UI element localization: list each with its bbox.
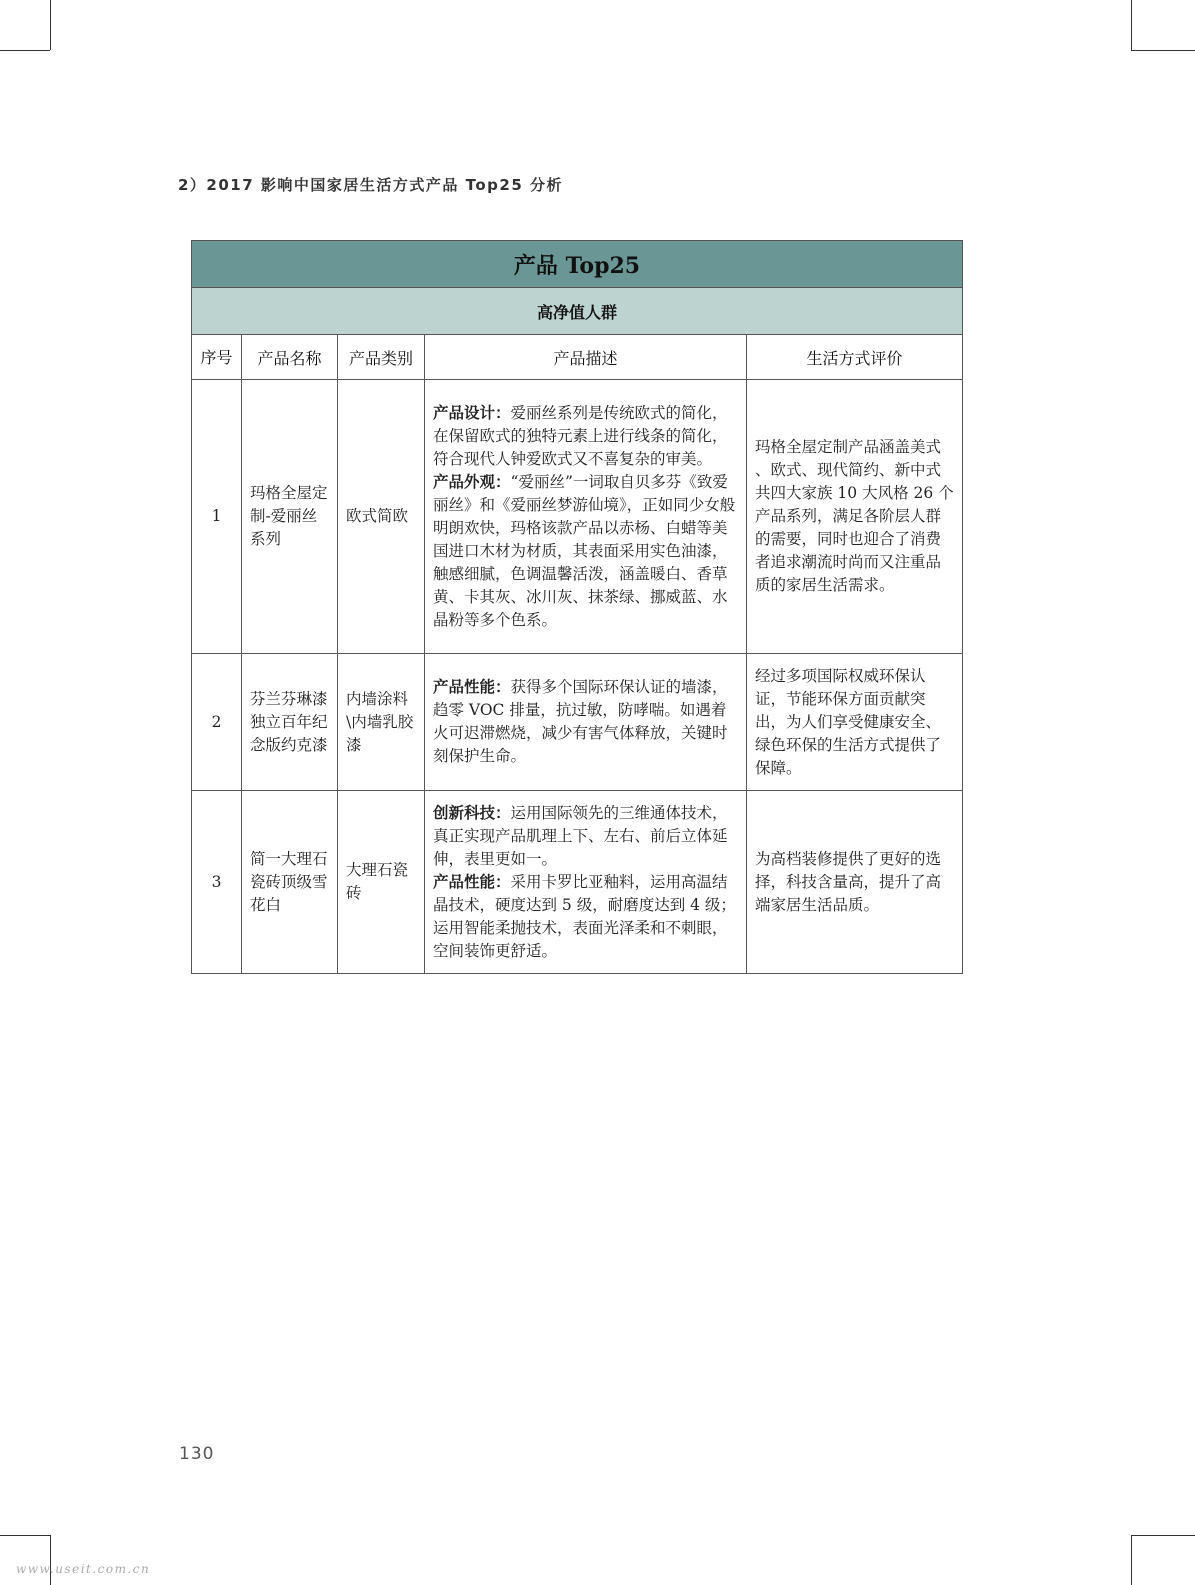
lifestyle-evaluation: 玛格全屋定制产品涵盖美式 、欧式、现代简约、新中式共四大家族 10 大风格 26 个产品系列，满足各阶层人群的需要，同时也迎合了消费者追求潮流时尚而又注重品质的家居生活需求。 <box>747 380 963 654</box>
table-row <box>192 791 963 974</box>
table-row <box>192 380 963 654</box>
description-text: “爱丽丝”一词取自贝多芬《致爱丽丝》和《爱丽丝梦游仙境》，正如同少女般明朗欢快，玛格该款产品以赤杨、白蜡等美国进口木材为材质，其表面采用实色油漆，触感细腻，色调温馨活泼，涵盖暖白、香草黄、卡其灰、冰川灰、抹茶绿、挪威蓝、水晶粉等多个色系。 <box>433 472 736 629</box>
description-text: 获得多个国际环保认证的墙漆，趋零 VOC 排量，抗过敏，防哮喘。如遇着火可迟滞燃烧，减少有害气体释放，关键时刻保护生命。 <box>433 678 728 765</box>
crop-mark-bottom-right-v <box>1131 1535 1132 1585</box>
col-header-no: 序号 <box>192 335 242 380</box>
crop-mark-top-left-h <box>0 50 50 51</box>
crop-mark-top-right-h <box>1131 50 1195 51</box>
crop-mark-bottom-left-h <box>0 1535 50 1536</box>
description-text: 爱丽丝系列是传统欧式的简化，在保留欧式的独特元素上进行线条的简化，符合现代人钟爱欧式又不喜复杂的审美。 <box>433 403 728 468</box>
product-category: 欧式简欧 <box>338 380 425 654</box>
row-number: 2 <box>192 654 242 791</box>
page-number: 130 <box>179 1444 215 1464</box>
product-name: 玛格全屋定制-爱丽丝系列 <box>242 380 338 654</box>
table-title: 产品 Top25 <box>192 241 963 288</box>
product-name: 简一大理石瓷砖顶级雪花白 <box>242 791 338 974</box>
product-category: 内墙涂料\内墙乳胶漆 <box>338 654 425 791</box>
table-subtitle: 高净值人群 <box>192 288 963 335</box>
watermark: www.useit.com.cn <box>16 1562 151 1576</box>
crop-mark-bottom-right-h <box>1131 1535 1195 1536</box>
description-label: 产品外观： <box>433 472 511 491</box>
product-description <box>425 791 747 974</box>
product-category: 大理石瓷砖 <box>338 791 425 974</box>
col-header-name: 产品名称 <box>242 335 338 380</box>
product-description <box>425 380 747 654</box>
crop-mark-top-right-v <box>1131 0 1132 50</box>
top25-table <box>191 240 963 974</box>
col-header-category: 产品类别 <box>338 335 425 380</box>
description-label: 产品性能： <box>433 678 511 696</box>
description-label: 产品性能： <box>433 872 511 891</box>
col-header-description: 产品描述 <box>425 335 747 380</box>
product-description <box>425 654 747 791</box>
crop-mark-top-left-v <box>50 0 51 50</box>
section-title: 2）2017 影响中国家居生活方式产品 Top25 分析 <box>178 176 564 194</box>
product-name: 芬兰芬琳漆独立百年纪念版约克漆 <box>242 654 338 791</box>
table-row <box>192 654 963 791</box>
description-label: 产品设计： <box>433 403 511 422</box>
row-number: 3 <box>192 791 242 974</box>
description-text: 运用国际领先的三维通体技术，真正实现产品肌理上下、左右、前后立体延伸，表里更如一。 <box>433 803 728 868</box>
column-header-row <box>192 335 963 380</box>
row-number: 1 <box>192 380 242 654</box>
description-text: 采用卡罗比亚釉料，运用高温结晶技术，硬度达到 5 级，耐磨度达到 4 级；运用智能柔抛技术，表面光泽柔和不刺眼，空间装饰更舒适。 <box>433 872 736 960</box>
lifestyle-evaluation: 经过多项国际权威环保认证，节能环保方面贡献突出，为人们享受健康安全、绿色环保的生活方式提供了保障。 <box>747 654 963 791</box>
crop-mark-bottom-left-v <box>50 1535 51 1585</box>
lifestyle-evaluation: 为高档装修提供了更好的选择，科技含量高，提升了高端家居生活品质。 <box>747 791 963 974</box>
description-label: 创新科技： <box>433 803 511 822</box>
col-header-evaluation: 生活方式评价 <box>747 335 963 380</box>
